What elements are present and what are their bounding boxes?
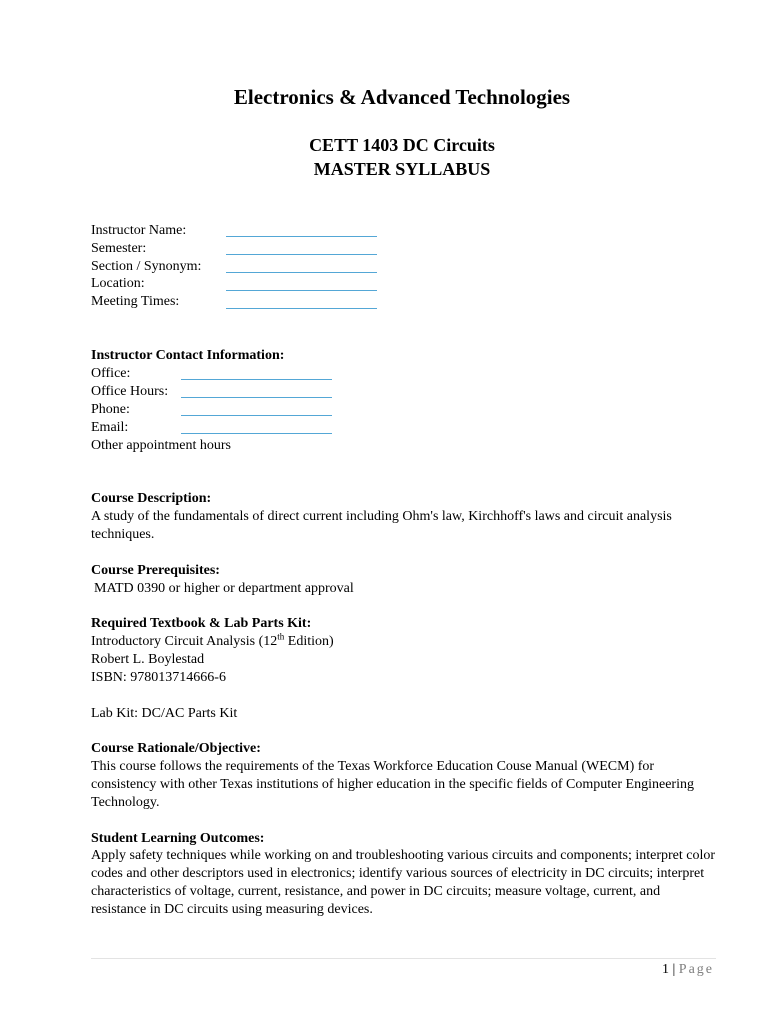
- textbook-author: Robert L. Boylestad: [91, 652, 205, 667]
- office-label: Office:: [91, 366, 131, 381]
- prerequisites-heading: Course Prerequisites:: [91, 563, 220, 578]
- textbook-isbn: ISBN: 978013714666-6: [91, 670, 226, 685]
- email-blank[interactable]: [181, 433, 332, 434]
- textbook-heading: Required Textbook & Lab Parts Kit:: [91, 616, 312, 631]
- office-blank[interactable]: [181, 379, 332, 380]
- phone-label: Phone:: [91, 402, 130, 417]
- description-heading: Course Description:: [91, 491, 212, 506]
- document-type: MASTER SYLLABUS: [313, 159, 491, 179]
- department-title: Electronics & Advanced Technologies: [233, 85, 571, 109]
- page-separator: |: [672, 962, 676, 977]
- section-synonym-label: Section / Synonym:: [91, 259, 202, 274]
- outcomes-heading: Student Learning Outcomes:: [91, 831, 265, 846]
- description-text: A study of the fundamentals of direct current including Ohm's law, Kirchhoff's laws and circuit analysis techniques.: [91, 509, 672, 542]
- textbook-title: [91, 633, 334, 651]
- prerequisites-text: MATD 0390 or higher or department approval: [94, 581, 354, 596]
- semester-label: Semester:: [91, 241, 147, 256]
- meeting-times-blank[interactable]: [226, 308, 377, 309]
- lab-kit: Lab Kit: DC/AC Parts Kit: [91, 706, 238, 721]
- email-label: Email:: [91, 420, 129, 435]
- semester-blank[interactable]: [226, 254, 377, 255]
- page-footer: [662, 961, 714, 979]
- textbook-title-main: Introductory Circuit Analysis (12: [91, 634, 278, 649]
- office-hours-label: Office Hours:: [91, 384, 169, 399]
- location-label: Location:: [91, 276, 145, 291]
- page-number: 1: [661, 962, 669, 977]
- office-hours-blank[interactable]: [181, 397, 332, 398]
- textbook-title-superscript: th: [277, 631, 285, 642]
- course-title: CETT 1403 DC Circuits: [309, 135, 495, 155]
- rationale-text: This course follows the requirements of the Texas Workforce Education Couse Manual (WECM) for consistency with other Texas institutions of higher education in the specific fields of Computer Engineering Technology.: [91, 759, 694, 810]
- footer-divider: [91, 958, 716, 959]
- textbook-title-edition: Edition): [284, 634, 334, 649]
- section-synonym-blank[interactable]: [226, 272, 377, 273]
- page-word: Page: [678, 962, 714, 977]
- rationale-heading: Course Rationale/Objective:: [91, 741, 261, 756]
- instructor-name-blank[interactable]: [226, 236, 377, 237]
- meeting-times-label: Meeting Times:: [91, 294, 180, 309]
- instructor-name-label: Instructor Name:: [91, 223, 187, 238]
- other-appointment-hours: Other appointment hours: [91, 438, 231, 453]
- phone-blank[interactable]: [181, 415, 332, 416]
- contact-heading: Instructor Contact Information:: [91, 348, 285, 363]
- outcomes-text: Apply safety techniques while working on and troubleshooting various circuits and components; interpret color codes and other descriptors used in electronics; identify various sources of electricity in DC circuits; interpret characteristics of voltage, current, resistance, and power in DC circuits; measure voltage, current, and resistance in DC circuits using measuring devices.: [91, 848, 716, 917]
- location-blank[interactable]: [226, 290, 377, 291]
